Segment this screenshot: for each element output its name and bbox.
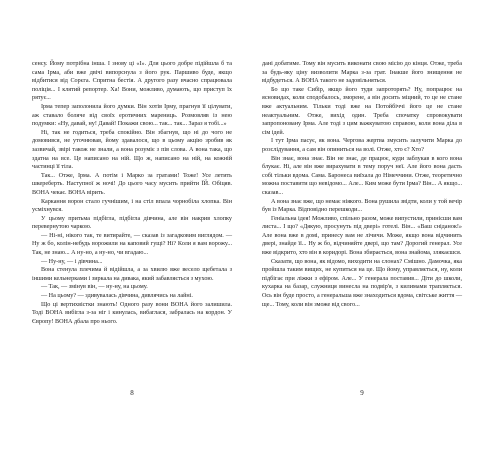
paragraph: дані добатиме. Тому він мусить виконати свою місію до кінця. Отже, треба за будь-яку ціну визволити Марка з-за грат. Інакше його знищення не відбудеться. А ВОНА такого не задовільняться. [262, 61, 462, 85]
left-page [32, 60, 232, 326]
paragraph: Каркання ворон стало гучнішим, і на стіл впала чорнобіла хлопка. Він усміхнувся. [32, 198, 232, 214]
paragraph: Бо що таке Сибір, якщо його туди запроторять? Ну, попрацює на ясновидах, коли сподобалось, зморене, а він досить міцний, то це не стане вже актуальним. Тільки тоді вже на Потойбіччі його це не стане неактуальним. Отже, вихід один. Треба спочатку спровокувати запропоновану Ірма. Але тоді з цим важкуватою справою, коли вона діла в сім ідей. [262, 86, 462, 136]
paragraph: — Ні-ні, нікого так, те витирайте, — сказав із загадковим виглядом. — Ну ж бо, колін-небудь ворожили на каповий гущі? Ні? Коли я вам ворожу... Так, не знаю... А ну-но, а ну-но, чи вгадаю... [32, 232, 232, 257]
paragraph: сенсу. Йому потрібна інша. І знову ці «І». Для цього добре підійшла б та сама Ірма, аби вже двічі випорснула з його рук. Паршиво буде, якщо відбитися від Сорєга. Спритна бестія. А другого разу вчасно спрацювала поліція... І клятий репортер. Ха! Вони, можливо, думають, що приступ їх рятує... [32, 61, 232, 102]
right-page-number: 9 [360, 389, 364, 397]
right-page [262, 60, 462, 309]
paragraph: — Ну-ну, — і дівчина... [41, 258, 103, 265]
paragraph: І тут Ірма пасує, як вона. Черговa жертва змусить залучити Марка до розслідування, а сам він опиниться на волі. Отже, хто є? Хто? [262, 138, 462, 153]
paragraph: — На цьому? — здивувалась дівчина, дивлячись на лайні. [41, 293, 193, 300]
paragraph: У цьому притьма підбігла, підбігла дівчина, але він накрив хлопку перевернутою чаркою. [32, 215, 232, 231]
paragraph: Геніальна ідея! Можливо, спільно разом, може випустили, принісши вам листа... І що? «Дякую, просунуть під двері» готелі. Він... «Ваш сніданок!» Але вона вже в домі, принесу вам не лічичи. Може, якщо вона відчинить двері, знайде її... Ну ж бо, відчиняйте двері, що там? Дорогий генерал. Усе вже відкрито, хто він в коридорі. Вона збирається, вона знайома, злякаєшся. [262, 215, 462, 257]
paragraph: Так... Отже, Ірма. А потім і Марко за гратами! Тоже! Усе летить шкереберть. Наступної ж ночі! До цього часу мусить прийти ЇЙ. Обіцяв. ВОНА чекає. ВОНА вірить. [32, 172, 232, 196]
paragraph: Він знає, вона знає. Він не знає, де працює, куди заблукав в кого вона блукає. Ні, але він вже вирахувати в тему поруч неї. Але його вона дасть собі тільки вдома. Сама. Баронеса виїхала до Німеччини. Отже, теоретично можна поставити що невідомо... Але... Ким може бути Ірма? Він... А якщо... сказав... [262, 155, 462, 196]
paragraph: Ні, так не годиться, треба спокійно. Він збагнув, що ні до чого не домовився, не уточнював, йому здавалося, що в цьому акцію зробив як зазвичай, звірі також не знали, а вона розуміє з пів слова. А вона така, що здатна на все. Це написано на ній. Що ж, написано на ній, на кожній частинці її тіла. [32, 129, 232, 171]
paragraph: Що ці вертихвістки знають! Одного разу вони ВОНА його залишила. Тоді ВОНА вибігла з-за ніг і кинулась, вибаглася, забралась на кордон. У Європу! ВОНА дбала про нього. [32, 301, 232, 325]
paragraph: — Так, — змінув він, — ну-ну, на цьому. [41, 284, 148, 291]
paragraph: Ірма тепер заполонила його думки. Він хотів Ірму, прагнув її цілувати, аж ставало боляче від своїх еротичних марениць. Розмовляв із нею подумки: «Ну, давай, ну! Давай! Покажи свою... так... так... Зараз я тобі...» [32, 103, 232, 128]
paragraph: Сказати, що вона, як відомо, виходити на слонах? Смішно. Дамочка, яка пройшла таким вищих, не купиться на це. Що йому, управляється, ну, коли підбігає при ліжки з ефіром. Але... У генерала поставив... Діти до школи, кухарка на базар, служниця винесла на подвір'я, з килимами трапляється. Ось він буде просто, а генеральша вже знаходиться вдома, світське життя — ще... Тому, коли він зможе від свого... [262, 258, 462, 308]
paragraph: А вона знає вже, що немає ніякого. Вона рушила звідти, коли у той вечір був із Марка. Відповідно перешкоди... [262, 198, 462, 214]
left-page-number: 8 [130, 389, 134, 397]
paragraph: Вона стенула плечима й відійшла, а за хвилю вже весело щебетала з іншими кельнерками і зиркала на дивака, який забавляється з мухою. [32, 267, 232, 282]
